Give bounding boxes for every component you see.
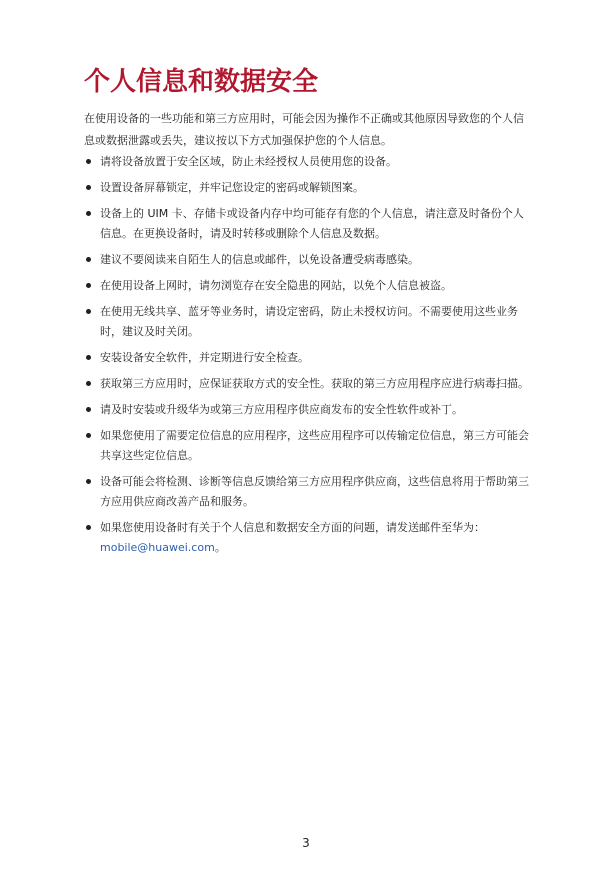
list-item [84, 250, 530, 270]
list-item-text: 设备可能会将检测、诊断等信息反馈给第三方应用程序供应商，这些信息将用于帮助第三方应用供应商改善产品和服务。 [100, 475, 529, 508]
page-title: 个人信息和数据安全 [84, 67, 319, 97]
bullet-icon [86, 433, 91, 438]
list-item-text: 建议不要阅读来自陌生人的信息或邮件，以免设备遭受病毒感染。 [100, 253, 419, 266]
bullet-icon [86, 211, 91, 216]
list-item-text: 安装设备安全软件，并定期进行安全检查。 [100, 351, 309, 364]
list-item-suffix: 。 [214, 541, 226, 554]
list-item-text: 设备上的 UIM 卡、存储卡或设备内存中均可能存有您的个人信息，请注意及时备份个人信息。在更换设备时，请及时转移或删除个人信息及数据。 [100, 207, 524, 240]
list-item [84, 374, 530, 394]
list-item [84, 400, 530, 420]
bullet-icon [86, 355, 91, 360]
bullet-icon [86, 525, 91, 530]
bullet-icon [86, 407, 91, 412]
list-item [84, 302, 530, 342]
list-item [84, 348, 530, 368]
list-item-text: 在使用设备上网时，请勿浏览存在安全隐患的网站，以免个人信息被盗。 [100, 279, 452, 292]
list-item-text: 设置设备屏幕锁定，并牢记您设定的密码或解锁图案。 [100, 181, 364, 194]
list-item-text: 请及时安装或升级华为或第三方应用程序供应商发布的安全性软件或补丁。 [100, 403, 463, 416]
list-item-text: 如果您使用设备时有关于个人信息和数据安全方面的问题，请发送邮件至华为： [100, 521, 485, 534]
list-item-text: 获取第三方应用时，应保证获取方式的安全性。获取的第三方应用程序应进行病毒扫描。 [100, 377, 529, 390]
list-item-text: 在使用无线共享、蓝牙等业务时，请设定密码，防止未授权访问。不需要使用这些业务时，建议及时关闭。 [100, 305, 518, 338]
list-item [84, 426, 530, 466]
list-item-contact [84, 518, 530, 558]
list-item [84, 276, 530, 296]
list-item-text: 请将设备放置于安全区域，防止未经授权人员使用您的设备。 [100, 155, 397, 168]
bullet-icon [86, 257, 91, 262]
list-item [84, 472, 530, 512]
list-item [84, 178, 530, 198]
intro-paragraph: 在使用设备的一些功能和第三方应用时，可能会因为操作不正确或其他原因导致您的个人信息或数据泄露或丢失，建议按以下方式加强保护您的个人信息。 [84, 112, 524, 147]
bullet-icon [86, 479, 91, 484]
bullet-icon [86, 283, 91, 288]
bullet-icon [86, 381, 91, 386]
email-link[interactable]: mobile@huawei.com [100, 541, 215, 554]
list-item [84, 152, 530, 172]
bullet-icon [86, 185, 91, 190]
list-item-text: 如果您使用了需要定位信息的应用程序，这些应用程序可以传输定位信息，第三方可能会共享这些定位信息。 [100, 429, 529, 462]
page-number: 3 [302, 836, 310, 850]
list-item [84, 204, 530, 244]
bullet-icon [86, 309, 91, 314]
bullet-icon [86, 159, 91, 164]
security-tips-list [84, 152, 530, 564]
